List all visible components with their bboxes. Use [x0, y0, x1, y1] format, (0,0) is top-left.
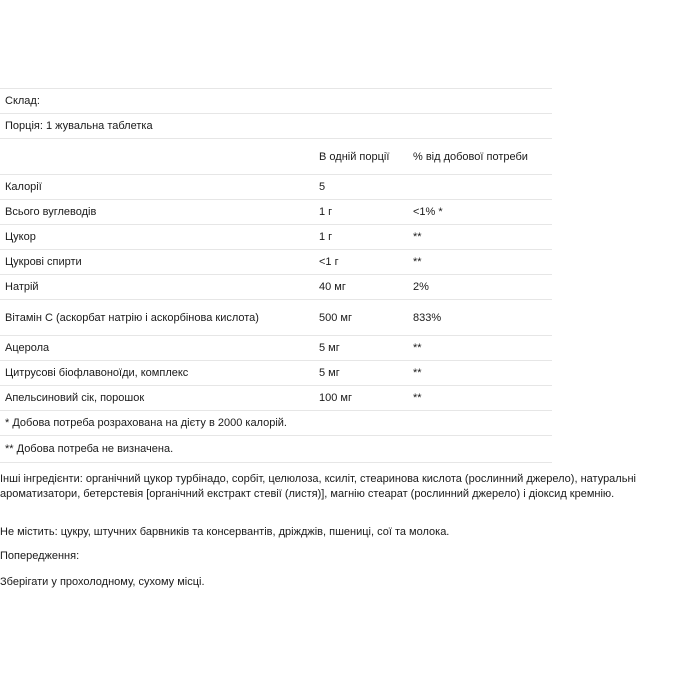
table-row: [0, 385, 552, 410]
table-row: [0, 174, 552, 199]
nutrient-name: Натрій: [5, 281, 39, 293]
table-row: [0, 199, 552, 224]
facts-title-row: [0, 88, 552, 113]
table-row: [0, 249, 552, 274]
nutrient-name: Цукрові спирти: [5, 256, 82, 268]
nutrient-amount: 1 г: [319, 231, 333, 243]
footnote-not-established: ** Добова потреба не визначена.: [5, 443, 174, 455]
nutrient-name: Вітамін С (аскорбат натрію і аскорбінова кислота): [5, 311, 259, 324]
table-row: [0, 274, 552, 299]
serving-size: Порція: 1 жувальна таблетка: [5, 120, 153, 132]
daily-value-header: % від добової потреби: [413, 150, 528, 163]
nutrient-dv: 833%: [413, 311, 442, 324]
nutrient-name: Калорії: [5, 181, 42, 193]
nutrient-dv: 2%: [413, 281, 429, 293]
other-ingredients: Інші інгредієнти: органічний цукор турбінадо, сорбіт, целюлоза, ксиліт, стеаринова кислота (рослинний джерело), натуральні ароматизатори, бетерстевія [органічний екстракт стевії (листя)], магнію стеарат (рослинний джерело) і діоксид кремнію.: [0, 473, 640, 500]
footnote-row: [0, 410, 552, 435]
storage-instructions: Зберігати у прохолодному, сухому місці.: [0, 576, 205, 588]
supplement-facts-table: [0, 88, 552, 463]
footnote-row: [0, 435, 552, 463]
nutrient-dv: **: [413, 367, 422, 379]
per-serving-header: В одній порції: [319, 150, 390, 163]
nutrient-dv: **: [413, 392, 422, 404]
serving-size-row: [0, 113, 552, 138]
facts-header-row: [0, 138, 552, 174]
nutrient-amount: 5 мг: [319, 367, 340, 379]
nutrient-name: Ацерола: [5, 342, 50, 354]
nutrient-name: Всього вуглеводів: [5, 206, 97, 218]
table-row: [0, 335, 552, 360]
nutrient-dv: <1% *: [413, 206, 443, 218]
footnote-daily-value: * Добова потреба розрахована на дієту в 2000 калорій.: [5, 417, 287, 429]
nutrient-name: Цукор: [5, 231, 36, 243]
table-row: [0, 360, 552, 385]
table-row: [0, 299, 552, 335]
nutrient-amount: 1 г: [319, 206, 333, 218]
nutrient-amount: 5 мг: [319, 342, 340, 354]
table-row: [0, 224, 552, 249]
nutrient-amount: 100 мг: [319, 392, 352, 404]
nutrient-amount: 5: [319, 181, 326, 193]
nutrient-amount: 40 мг: [319, 281, 346, 293]
nutrient-amount: 500 мг: [319, 311, 352, 324]
free-from-statement: Не містить: цукру, штучних барвників та консервантів, дріжджів, пшениці, сої та молока.: [0, 526, 450, 538]
nutrient-dv: **: [413, 256, 422, 268]
nutrient-name: Апельсиновий сік, порошок: [5, 392, 145, 404]
nutrient-dv: **: [413, 342, 422, 354]
nutrient-amount: <1 г: [319, 256, 339, 268]
warnings-title: Попередження:: [0, 550, 80, 562]
nutrient-dv: **: [413, 231, 422, 243]
facts-title: Склад:: [5, 95, 40, 107]
nutrient-name: Цитрусові біофлавоноїди, комплекс: [5, 367, 189, 379]
